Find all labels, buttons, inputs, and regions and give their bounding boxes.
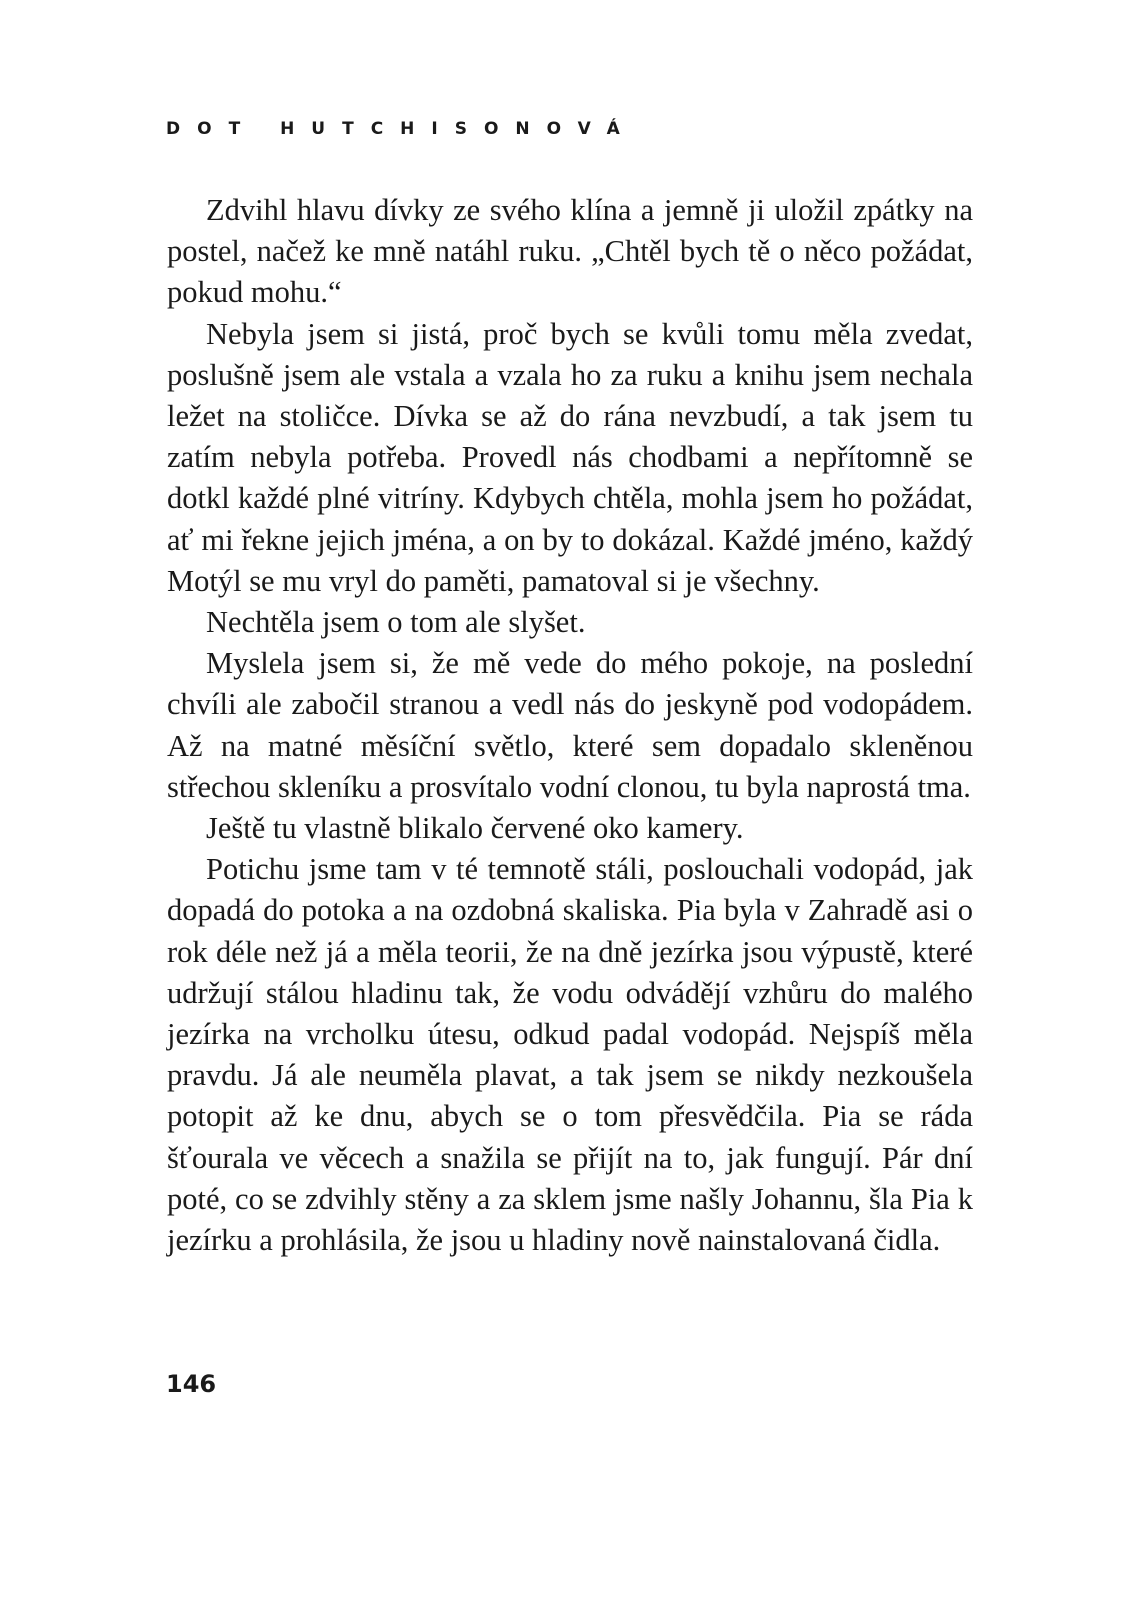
page-number: 146	[166, 1370, 217, 1398]
paragraph: Nechtěla jsem o tom ale slyšet.	[206, 605, 586, 640]
paragraph: Zdvihl hlavu dívky ze svého klína a jemně ji uložil zpátky na postel, načež ke mně natáhl ruku. „Chtěl bych tě o něco požádat, pokud mohu.“	[167, 193, 973, 310]
paragraph: Nebyla jsem si jistá, proč bych se kvůli tomu měla zvedat, poslušně jsem ale vstala a vzala ho za ruku a knihu jsem nechala ležet na stoličce. Dívka se až do rána nevzbudí, a tak jsem tu zatím nebyla potřeba. Provedl nás chodbami a nepřítomně se dotkl každé plné vitríny. Kdybych chtěla, mohla jsem ho požádat, ať mi řekne jejich jména, a on by to dokázal. Každé jméno, každý Motýl se mu vryl do paměti, pamatoval si je všechny.	[167, 316, 973, 598]
body-text	[167, 190, 973, 1261]
paragraph: Potichu jsme tam v té temnotě stáli, poslouchali vodopád, jak dopadá do potoka a na ozdobná skaliska. Pia byla v Zahradě asi o rok déle než já a měla teorii, že na dně jezírka jsou výpustě, které udržují stálou hladinu tak, že vodu odvádějí vzhůru do malého jezírka na vrcholku útesu, odkud padal vodopád. Nejspíš měla pravdu. Já ale neuměla plavat, a tak jsem se nikdy nezkoušela potopit až ke dnu, abych se o tom přesvědčila. Pia se ráda šťourala ve věcech a snažila se přijít na to, jak fungují. Pár dní poté, co se zdvihly stěny a za sklem jsme našly Johannu, šla Pia k jezírku a prohlásila, že jsou u hladiny nově nainstalovaná čidla.	[167, 852, 973, 1258]
paragraph: Myslela jsem si, že mě vede do mého pokoje, na poslední chvíli ale zabočil stranou a vedl nás do jeskyně pod vodopádem. Až na matné měsíční světlo, které sem dopadalo skleněnou střechou skleníku a prosvítalo vodní clonou, tu byla naprostá tma.	[167, 646, 973, 804]
paragraph: Ještě tu vlastně blikalo červené oko kamery.	[206, 811, 744, 846]
running-head-author: DOT HUTCHISONOVÁ	[166, 119, 637, 139]
